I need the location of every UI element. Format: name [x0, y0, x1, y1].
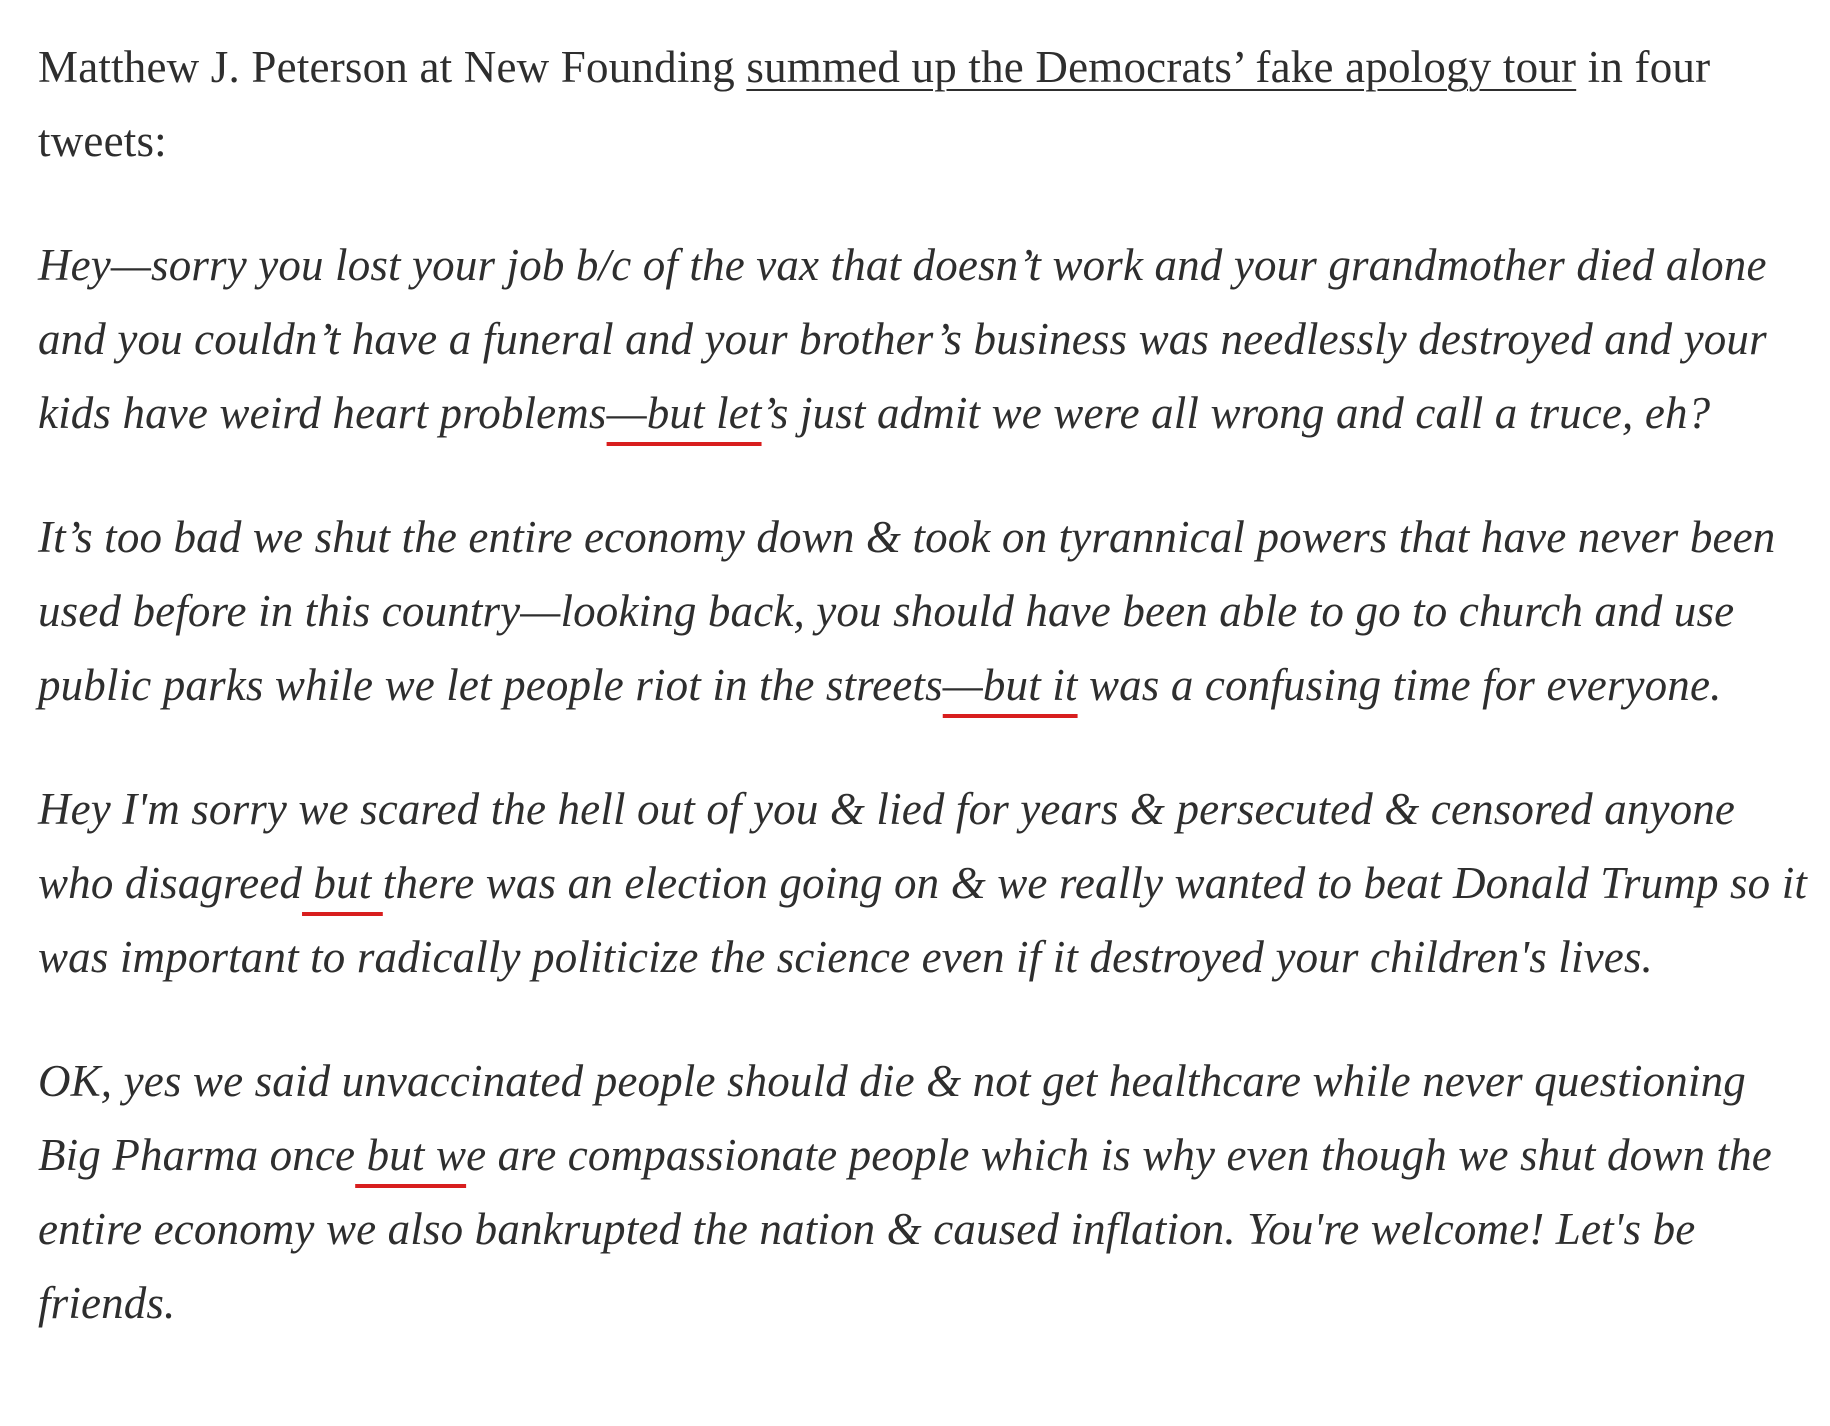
tweet-text: Hey—sorry you lost your job b/c of the vax that doesn’t work and your grandmother died alone and you couldn’t have a funeral and your brother’s business was needlessly destroyed and your kids have weird heart problems — [38, 240, 1767, 438]
article-body — [38, 30, 1808, 1340]
tweet-text: e are compassionate people which is why even though we shut down the entire economy we also bankrupted the nation & caused inflation. You're welcome! Let's be friends. — [38, 1130, 1772, 1328]
tweet-text: ’s just admit we were all wrong and call a truce, eh? — [761, 388, 1711, 438]
tweet-text: was a confusing time for everyone. — [1077, 660, 1722, 710]
tweet-quote-3 — [38, 772, 1808, 994]
tweet-text: It’s too bad we shut the entire economy down & took on tyrannical powers that have never been used before in this country—looking back, you should have been able to go to church and use public parks while we let people riot in the streets — [38, 512, 1776, 710]
tweet-text: Hey I'm sorry we scared the hell out of you & lied for years & persecuted & censored anyone who disagreed — [38, 784, 1736, 908]
red-underline-mark: —but it — [942, 660, 1078, 710]
red-underline-mark: but w — [355, 1130, 467, 1180]
red-underline-mark: —but let — [606, 388, 762, 438]
tweet-text: there was an election going on & we really wanted to beat Donald Trump so it was important to radically politicize the science even if it destroyed your children's lives. — [38, 858, 1808, 982]
tweet-quote-1 — [38, 228, 1808, 450]
tweet-text: OK, yes we said unvaccinated people should die & not get healthcare while never questioning Big Pharma once — [38, 1056, 1746, 1180]
intro-text: Matthew J. Peterson at New Founding — [38, 42, 747, 92]
tweet-quotes — [38, 228, 1808, 1340]
tweet-quote-4 — [38, 1044, 1808, 1340]
red-underline-mark: but — [302, 858, 383, 908]
apology-tour-link[interactable]: summed up the Democrats’ fake apology tour — [746, 42, 1577, 92]
intro-text-end: in four tweets: — [38, 42, 1711, 166]
tweet-quote-2 — [38, 500, 1808, 722]
intro-paragraph — [38, 30, 1808, 178]
